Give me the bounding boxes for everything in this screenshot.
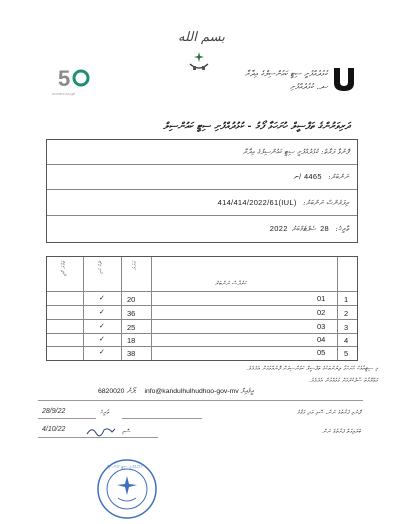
col-header-description: ކަރުދާސް ނަންބަރު <box>215 281 247 287</box>
info-row-number <box>47 165 357 190</box>
table-hline <box>47 291 357 292</box>
ref-cell: 02 <box>317 308 326 317</box>
reference-value: (IUL)414/414/2022/61 <box>217 198 297 207</box>
index-cell: 3 <box>344 323 349 332</box>
ref-cell: 04 <box>317 335 326 344</box>
table-hline <box>47 319 357 320</box>
index-cell: 2 <box>344 309 349 318</box>
reference-label: ރިފަރެންސް ނަންބަރު: <box>300 199 349 207</box>
official-stamp <box>96 458 158 520</box>
table-hline <box>47 305 357 306</box>
ref-cell: 03 <box>317 322 326 331</box>
table-vline <box>121 257 122 360</box>
footer-phone: 6820020 <box>98 388 125 395</box>
number-label: ނަންބަރު: <box>325 173 349 181</box>
number-value: 4465 /ނ <box>293 172 322 181</box>
stamp-text: ކުޅުދުއްފުށި ސިޓީ ކައުންސިލް <box>106 464 143 469</box>
footer-email: info@kandulhulhudhoo-gov-mv <box>144 388 239 395</box>
state-emblem-icon <box>184 50 214 74</box>
table-vline <box>151 257 152 360</box>
footer-phone-label: ފޯނު: <box>126 387 137 395</box>
ref-cell: 01 <box>317 294 326 303</box>
sender-date-handwritten: 28/9/22 <box>42 408 66 415</box>
receiver-date-handwritten: 4/10/22 <box>42 426 66 433</box>
index-cell: 1 <box>344 295 349 304</box>
sender-signature-label: ފޮނުވި ފަރާތުގެ ނަން، ސޮއި އަދި މަޤާމު <box>297 410 361 416</box>
count-cell: 18 <box>127 336 136 345</box>
date-day: 28 <box>320 224 330 233</box>
info-row-date <box>47 216 357 241</box>
table-vline <box>337 257 338 360</box>
svg-text:5: 5 <box>58 66 71 91</box>
date-year: 2022 <box>269 224 288 233</box>
org-name-line1: ކުޅުދުއްފުށީ ސިޓީ ކައުންސިލްގެ އިދާރާ <box>245 69 328 78</box>
org-name-line2: ހދ. ކުޅުދުއްފުށި <box>290 82 328 91</box>
sig-line <box>38 437 158 438</box>
sender-value: ކުޅުދުއްފުށީ ސިޓީ ކައުންސިލްގެ އިދާރާ <box>242 148 319 156</box>
table-vline <box>83 257 84 360</box>
sender-date-label: ތާރީޚު <box>100 410 110 416</box>
count-cell: 20 <box>127 295 136 304</box>
count-cell: 38 <box>127 349 136 358</box>
table-hline <box>47 346 357 347</box>
check-mark: ✓ <box>99 308 105 316</box>
date-label: ތާރީޚު: <box>333 225 349 233</box>
footer-contact <box>98 387 253 396</box>
check-mark: ✓ <box>99 322 105 330</box>
col-header-total: ޖުމްލަ ކޮޕީ <box>47 257 84 291</box>
table-hline <box>47 333 357 334</box>
check-mark: ✓ <box>99 348 105 356</box>
sig-line <box>38 418 96 419</box>
footer-note-1: މި ސިޓީއާއެކު ހުށަހަޅާ ލިޔުންތަކުގެ ތަފްސީލް ކައުންސިލަށް ފޮނުއްވުމަށް އެދެމެވެ. <box>246 366 378 372</box>
index-cell: 4 <box>344 336 349 345</box>
footer-email-label: އީމެއިލް <box>240 387 254 395</box>
receiver-name-label: ބަލައިގަތް ފަރާތުގެ ނަން <box>322 429 361 435</box>
check-mark: ✓ <box>99 335 105 343</box>
check-mark: ✓ <box>99 294 105 302</box>
sender-label: ފޮނުވާ ފަރާތް: <box>318 148 349 156</box>
col-header-checked: ޗެކް ކުރި <box>83 257 122 291</box>
info-box <box>46 139 358 243</box>
signature-block <box>38 406 363 442</box>
fifty-logo-subtitle: DHIVEHI RAAJJE <box>52 92 76 96</box>
footer-divider <box>38 400 363 401</box>
count-cell: 36 <box>127 309 136 318</box>
footer-note-2: މަޢުލޫމާތު ސާފުކުރުމަށް ގުޅުއްވުން އެދެމެވެ. <box>308 378 378 384</box>
date-month: ސެޕްޓެމްބަރު <box>291 225 317 233</box>
sig-line <box>122 418 202 419</box>
bismillah-calligraphy: بسم الله <box>178 30 225 45</box>
index-cell: 5 <box>344 349 349 358</box>
ref-cell: 05 <box>317 348 326 357</box>
receiver-signature-scribble-icon <box>86 424 116 438</box>
document-title: ދަރިވަރުންގެ ތަފްސީލް ހުށަހަޅާ ފޯމު - ކުޅުދުއްފުށި ސިޓީ ކައުންސިލް <box>163 121 350 132</box>
receiver-signature-label: ސޮއި <box>122 429 131 435</box>
documents-table <box>46 256 358 361</box>
info-row-reference <box>47 190 357 216</box>
count-cell: 25 <box>127 323 136 332</box>
col-header-count: ޢަދަދު <box>121 257 152 291</box>
info-row-sender <box>47 140 357 165</box>
council-logo-icon <box>332 66 356 92</box>
